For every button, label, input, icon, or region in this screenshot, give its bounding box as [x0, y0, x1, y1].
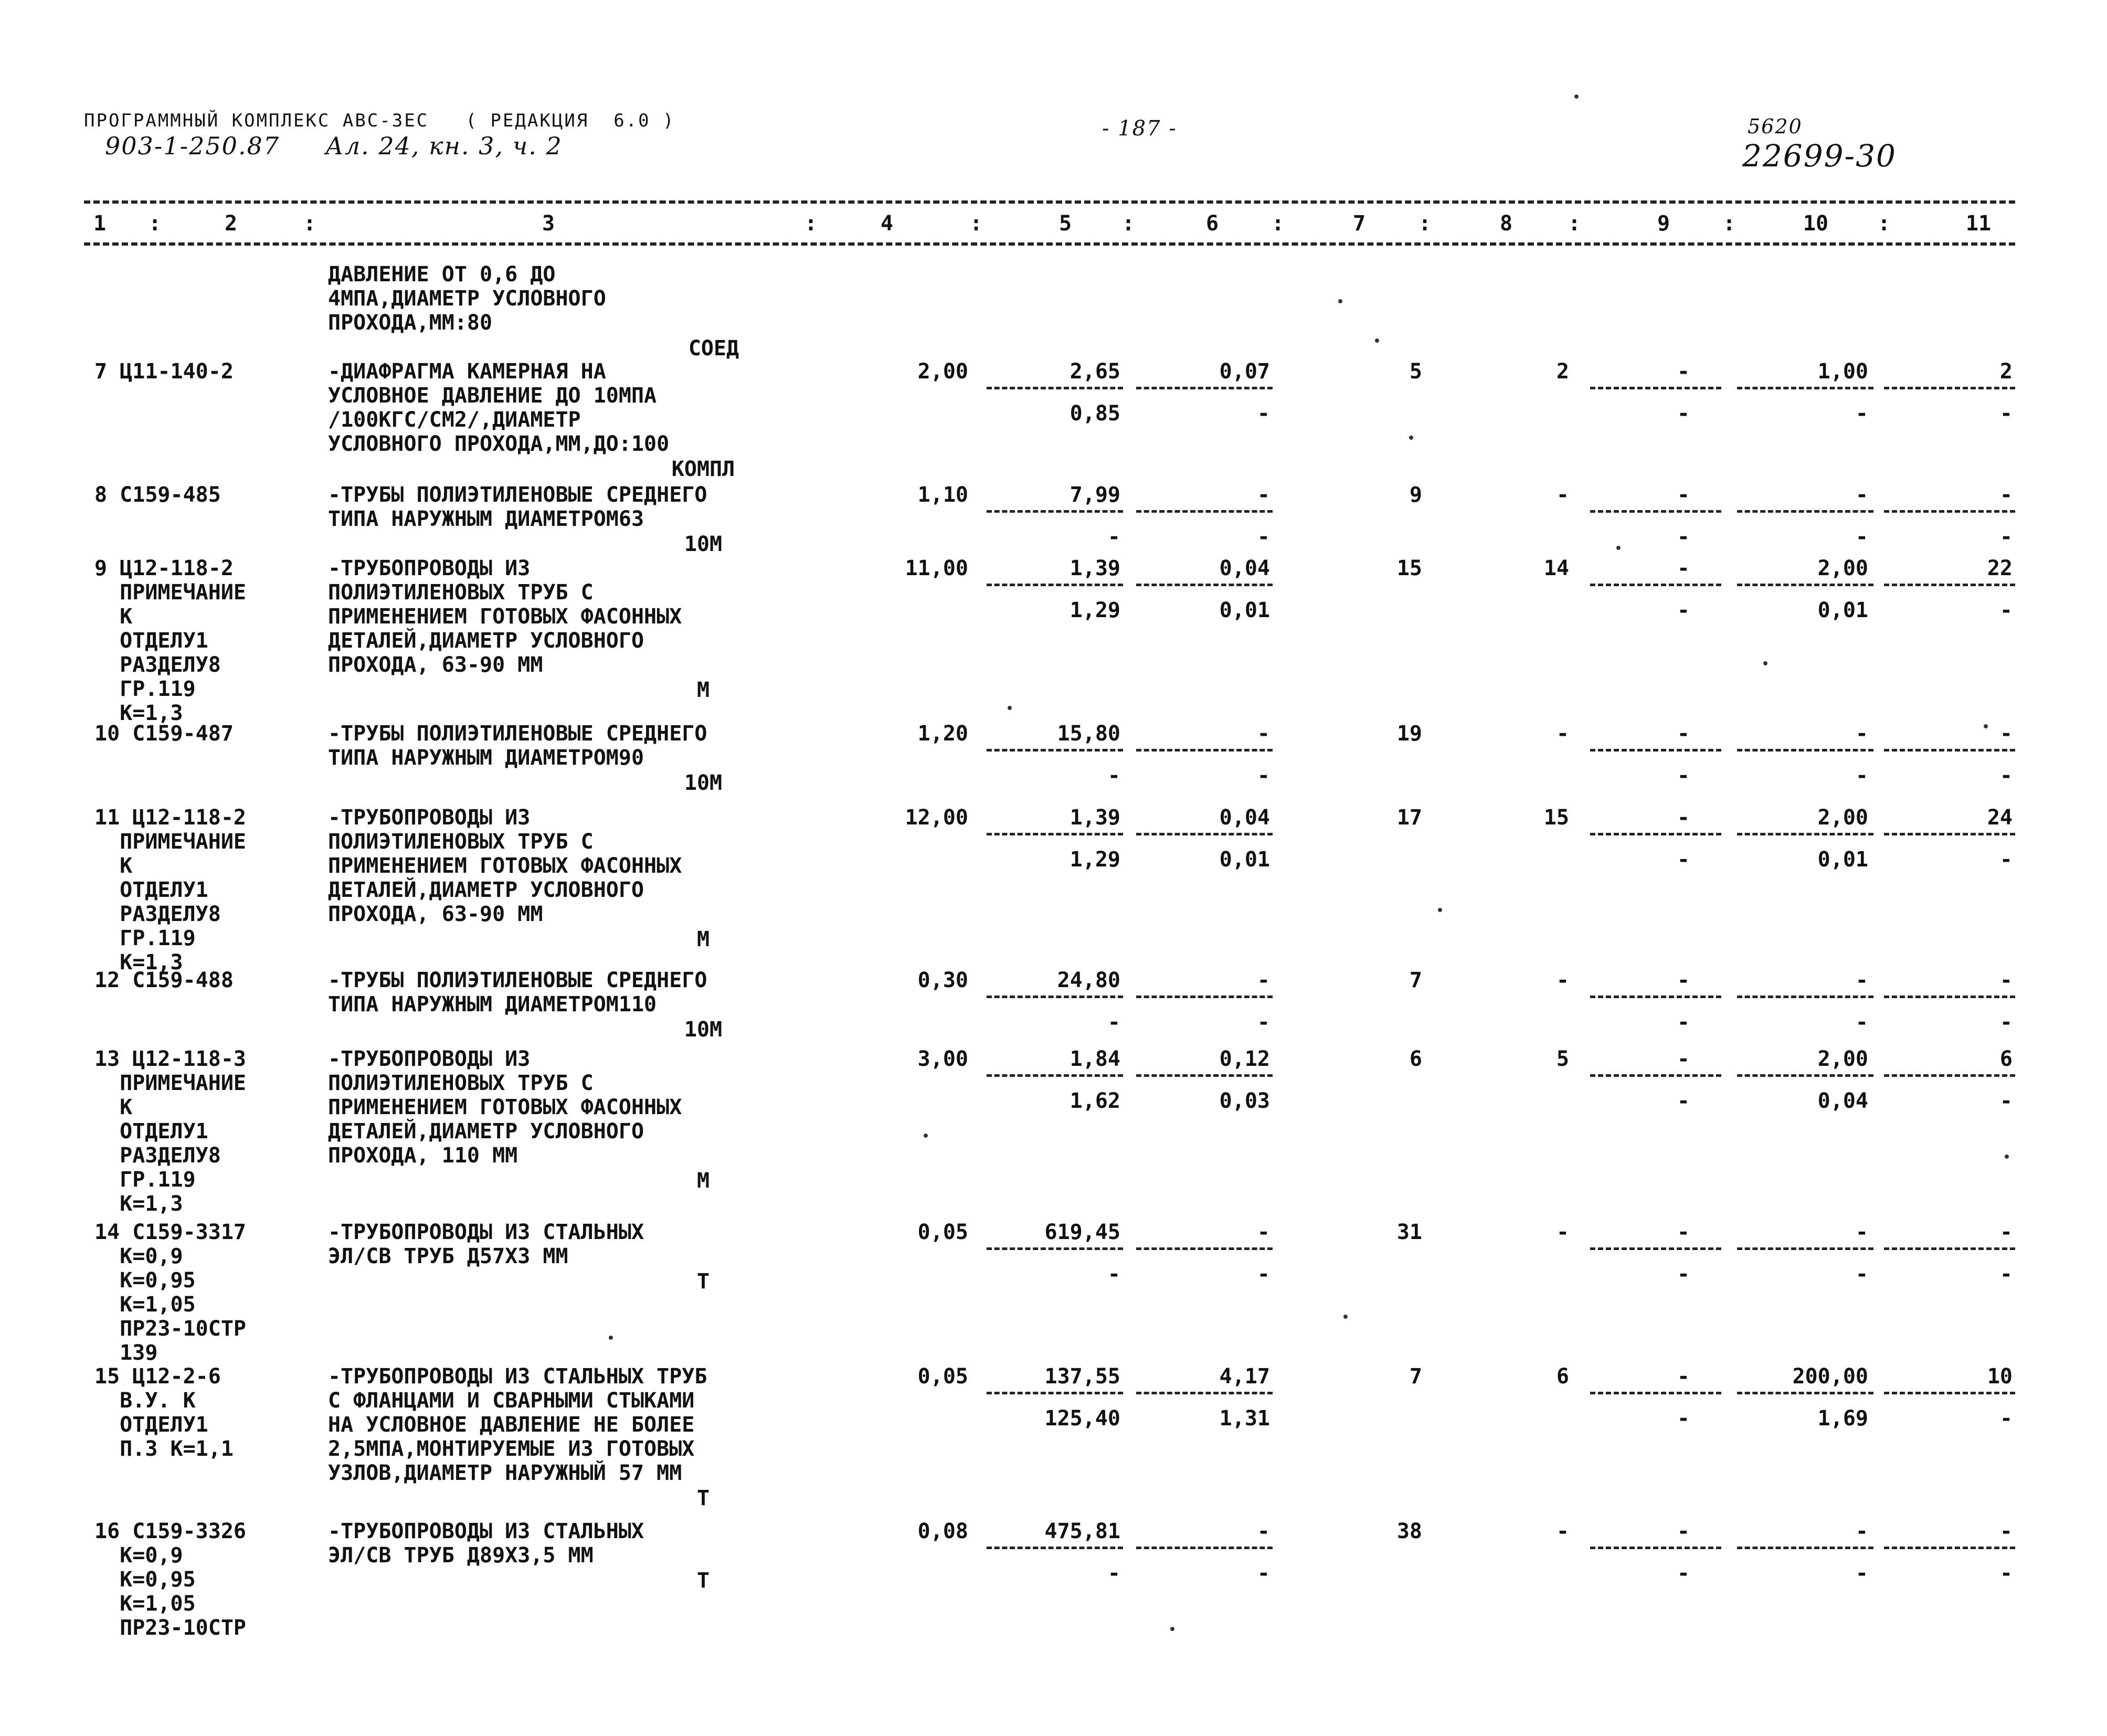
- sub-rule: [1884, 749, 2015, 751]
- col10-sub-value: -: [1855, 525, 1868, 549]
- unit-label: М: [696, 678, 710, 702]
- row-code: 15 Ц12-2-6 В.У. К ОТДЕЛУ1 П.3 К=1,1: [94, 1364, 234, 1461]
- sub-rule: [987, 833, 1123, 835]
- stamp-small-number: 5620: [1748, 115, 1803, 138]
- col10-value: -: [1855, 1519, 1868, 1543]
- col8-value: -: [1556, 483, 1569, 507]
- scan-speck: [1616, 546, 1621, 550]
- cost-machines: -: [1257, 1220, 1270, 1244]
- labor-value: 19: [1396, 722, 1422, 746]
- col11-value: -: [1999, 722, 2013, 746]
- column-number-6: 6: [1205, 211, 1219, 236]
- unit-label: КОМПЛ: [671, 457, 735, 481]
- cost-machine-wages: 1,31: [1219, 1406, 1270, 1431]
- col10-value: -: [1855, 968, 1868, 992]
- column-separator: :: [804, 211, 818, 236]
- col10-sub-value: -: [1855, 1262, 1868, 1286]
- cost-total: 137,55: [1044, 1364, 1120, 1389]
- sub-rule: [1590, 1247, 1721, 1250]
- cost-machines: -: [1257, 968, 1270, 992]
- stamp-document-number: 22699-30: [1742, 138, 1897, 174]
- col9-value: -: [1677, 722, 1690, 746]
- sub-rule: [1737, 1247, 1873, 1250]
- sub-rule: [1884, 1392, 2015, 1394]
- scan-speck: [1343, 1315, 1348, 1319]
- unit-label: 10М: [684, 771, 723, 795]
- cost-machine-wages: 0,01: [1219, 598, 1270, 622]
- quantity-value: 2,00: [917, 359, 968, 384]
- col11-sub-value: -: [1999, 525, 2013, 549]
- col10-sub-value: -: [1855, 1010, 1868, 1034]
- cost-wages: -: [1107, 764, 1120, 788]
- row-code: 14 С159-3317 К=0,9 К=0,95 К=1,05 ПР23-10СТР 139: [94, 1220, 246, 1365]
- cost-machine-wages: -: [1257, 525, 1270, 549]
- col8-value: 14: [1543, 556, 1569, 580]
- column-separator: :: [1722, 211, 1736, 236]
- sub-rule: [1590, 510, 1721, 513]
- unit-label: 10М: [684, 532, 723, 556]
- sub-rule: [1737, 584, 1873, 586]
- sub-rule: [1136, 387, 1273, 389]
- row-code: 12 С159-488: [94, 968, 234, 992]
- column-separator: :: [969, 211, 983, 236]
- col8-value: 15: [1543, 806, 1569, 830]
- sub-rule: [1737, 1392, 1873, 1394]
- cost-wages: -: [1107, 525, 1120, 549]
- row-description: -ТРУБЫ ПОЛИЭТИЛЕНОВЫЕ СРЕДНЕГО ТИПА НАРУЖНЫМ ДИАМЕТРОМ63: [328, 483, 707, 531]
- sub-rule: [1136, 833, 1273, 835]
- scan-speck: [1438, 908, 1442, 912]
- col10-value: 200,00: [1792, 1364, 1868, 1389]
- cost-total: 7,99: [1070, 483, 1120, 507]
- col9-value: -: [1677, 1519, 1690, 1543]
- sub-rule: [987, 1547, 1123, 1549]
- column-separator: :: [1568, 211, 1581, 236]
- labor-value: 38: [1396, 1519, 1422, 1543]
- quantity-value: 1,20: [917, 722, 968, 746]
- col10-sub-value: 1,69: [1817, 1406, 1868, 1431]
- cost-wages: 1,62: [1070, 1089, 1120, 1113]
- labor-value: 6: [1409, 1047, 1422, 1071]
- scan-speck: [1375, 338, 1379, 343]
- cost-total: 24,80: [1057, 968, 1120, 992]
- sub-rule: [1590, 1547, 1721, 1549]
- row-description: -ТРУБЫ ПОЛИЭТИЛЕНОВЫЕ СРЕДНЕГО ТИПА НАРУЖНЫМ ДИАМЕТРОМ90: [328, 722, 707, 770]
- col9-value: -: [1677, 556, 1690, 580]
- col11-value: 22: [1987, 556, 2013, 580]
- labor-value: 15: [1396, 556, 1422, 580]
- col9-sub-value: -: [1677, 598, 1690, 622]
- sub-rule: [1136, 749, 1273, 751]
- column-number-10: 10: [1803, 211, 1829, 236]
- quantity-value: 0,05: [917, 1220, 968, 1244]
- col9-sub-value: -: [1677, 401, 1690, 426]
- col11-value: 24: [1987, 806, 2013, 830]
- unit-label: М: [696, 927, 710, 951]
- labor-value: 7: [1409, 1364, 1422, 1389]
- col11-value: 2: [1999, 359, 2013, 384]
- column-separator: :: [1418, 211, 1432, 236]
- col10-sub-value: -: [1855, 1561, 1868, 1585]
- col9-sub-value: -: [1677, 764, 1690, 788]
- continued-description: ДАВЛЕНИЕ ОТ 0,6 ДО 4МПА,ДИАМЕТР УСЛОВНОГО ПРОХОДА,ММ:80: [328, 262, 606, 335]
- sub-rule: [1590, 1392, 1721, 1394]
- col8-value: -: [1556, 722, 1569, 746]
- sub-rule: [1884, 1247, 2015, 1250]
- col9-value: -: [1677, 1047, 1690, 1071]
- col11-sub-value: -: [1999, 598, 2013, 622]
- quantity-value: 0,08: [917, 1519, 968, 1543]
- col11-value: -: [1999, 483, 2013, 507]
- cost-wages: 1,29: [1070, 598, 1120, 622]
- sub-rule: [1737, 1074, 1873, 1077]
- col10-value: 2,00: [1817, 556, 1868, 580]
- scan-speck: [1984, 724, 1988, 728]
- cost-machine-wages: -: [1257, 1010, 1270, 1034]
- col11-value: -: [1999, 1220, 2013, 1244]
- cost-total: 2,65: [1070, 359, 1120, 384]
- col10-sub-value: -: [1855, 401, 1868, 426]
- col9-sub-value: -: [1677, 1406, 1690, 1431]
- col10-sub-value: -: [1855, 764, 1868, 788]
- unit-label: Т: [696, 1569, 710, 1593]
- quantity-value: 1,10: [917, 483, 968, 507]
- sub-rule: [1737, 996, 1873, 998]
- row-description: -ТРУБОПРОВОДЫ ИЗ СТАЛЬНЫХ ТРУБ С ФЛАНЦАМИ И СВАРНЫМИ СТЫКАМИ НА УСЛОВНОЕ ДАВЛЕНИЕ НЕ БОЛЕЕ 2,5МПА,МОНТИРУЕМЫЕ ИЗ ГОТОВЫХ УЗЛОВ,ДИАМЕТР НАРУЖНЫЙ 57 ММ: [328, 1364, 707, 1485]
- column-number-3: 3: [542, 211, 555, 236]
- column-separator: :: [1271, 211, 1285, 236]
- cost-machines: -: [1257, 722, 1270, 746]
- unit-label: СОЕД: [688, 336, 739, 361]
- col8-value: -: [1556, 1519, 1569, 1543]
- row-description: -ТРУБОПРОВОДЫ ИЗ СТАЛЬНЫХ ЭЛ/СВ ТРУБ Д89Х3,5 ММ: [328, 1519, 644, 1568]
- unit-label: Т: [696, 1486, 710, 1510]
- cost-machine-wages: 0,01: [1219, 848, 1270, 872]
- col9-sub-value: -: [1677, 1089, 1690, 1113]
- column-number-8: 8: [1499, 211, 1513, 236]
- col10-value: 2,00: [1817, 1047, 1868, 1071]
- row-description: -ДИАФРАГМА КАМЕРНАЯ НА УСЛОВНОЕ ДАВЛЕНИЕ ДО 10МПА /100КГС/СМ2/,ДИАМЕТР УСЛОВНОГО ПРОХОДА,ММ,ДО:100: [328, 359, 670, 456]
- cost-wages: 125,40: [1044, 1406, 1120, 1431]
- column-number-1: 1: [93, 211, 107, 236]
- col11-sub-value: -: [1999, 1010, 2013, 1034]
- row-description: -ТРУБОПРОВОДЫ ИЗ ПОЛИЭТИЛЕНОВЫХ ТРУБ С ПРИМЕНЕНИЕМ ГОТОВЫХ ФАСОННЫХ ДЕТАЛЕЙ,ДИАМЕТР УСЛОВНОГО ПРОХОДА, 110 ММ: [328, 1047, 682, 1168]
- cost-wages: -: [1107, 1561, 1120, 1585]
- column-number-5: 5: [1058, 211, 1072, 236]
- column-number-2: 2: [224, 211, 238, 236]
- sub-rule: [1737, 510, 1873, 513]
- labor-value: 7: [1409, 968, 1422, 992]
- cost-machines: 4,17: [1219, 1364, 1270, 1389]
- col11-sub-value: -: [1999, 1262, 2013, 1286]
- row-description: -ТРУБОПРОВОДЫ ИЗ ПОЛИЭТИЛЕНОВЫХ ТРУБ С ПРИМЕНЕНИЕМ ГОТОВЫХ ФАСОННЫХ ДЕТАЛЕЙ,ДИАМЕТР УСЛОВНОГО ПРОХОДА, 63-90 ММ: [328, 556, 682, 677]
- sub-rule: [987, 1074, 1123, 1077]
- sub-rule: [1136, 1074, 1273, 1077]
- col11-value: 10: [1987, 1364, 2013, 1389]
- sub-rule: [1737, 387, 1873, 389]
- cost-wages: -: [1107, 1010, 1120, 1034]
- program-title: ПРОГРАММНЫЙ КОМПЛЕКС АВС-3ЕС ( РЕДАКЦИЯ 6.0 ): [84, 110, 675, 131]
- col9-value: -: [1677, 806, 1690, 830]
- cost-machine-wages: -: [1257, 764, 1270, 788]
- col8-value: 6: [1556, 1364, 1569, 1389]
- cost-machines: 0,04: [1219, 806, 1270, 830]
- project-code: 903-1-250.87: [105, 132, 280, 160]
- scan-speck: [609, 1336, 613, 1340]
- sub-rule: [1884, 387, 2015, 389]
- quantity-value: 3,00: [917, 1047, 968, 1071]
- col11-sub-value: -: [1999, 1561, 2013, 1585]
- cost-wages: 0,85: [1070, 401, 1120, 426]
- col8-value: 2: [1556, 359, 1569, 384]
- quantity-value: 0,30: [917, 968, 968, 992]
- cost-total: 1,84: [1070, 1047, 1120, 1071]
- col10-sub-value: 0,01: [1817, 598, 1868, 622]
- unit-label: Т: [696, 1269, 710, 1294]
- sub-rule: [1590, 833, 1721, 835]
- quantity-value: 0,05: [917, 1364, 968, 1389]
- col10-value: 2,00: [1817, 806, 1868, 830]
- header-top-rule: [84, 200, 2015, 204]
- header-bottom-rule: [84, 242, 2015, 246]
- row-description: -ТРУБОПРОВОДЫ ИЗ ПОЛИЭТИЛЕНОВЫХ ТРУБ С ПРИМЕНЕНИЕМ ГОТОВЫХ ФАСОННЫХ ДЕТАЛЕЙ,ДИАМЕТР УСЛОВНОГО ПРОХОДА, 63-90 ММ: [328, 806, 682, 926]
- sub-rule: [1737, 833, 1873, 835]
- row-code: 10 С159-487: [94, 722, 234, 746]
- col9-value: -: [1677, 968, 1690, 992]
- sub-rule: [1136, 996, 1273, 998]
- sub-rule: [1136, 510, 1273, 513]
- cost-total: 619,45: [1044, 1220, 1120, 1244]
- cost-machine-wages: -: [1257, 1262, 1270, 1286]
- col9-value: -: [1677, 483, 1690, 507]
- cost-machines: -: [1257, 483, 1270, 507]
- labor-value: 17: [1396, 806, 1422, 830]
- col11-value: 6: [1999, 1047, 2013, 1071]
- sub-rule: [1590, 996, 1721, 998]
- scan-speck: [1008, 706, 1012, 710]
- scan-speck: [2005, 1155, 2009, 1159]
- labor-value: 5: [1409, 359, 1422, 384]
- col11-value: -: [1999, 968, 2013, 992]
- cost-wages: 1,29: [1070, 848, 1120, 872]
- sub-rule: [1590, 1074, 1721, 1077]
- quantity-value: 11,00: [905, 556, 968, 580]
- sub-rule: [1737, 749, 1873, 751]
- sub-rule: [987, 996, 1123, 998]
- unit-label: 10М: [684, 1018, 723, 1042]
- sub-rule: [1884, 584, 2015, 586]
- col11-sub-value: -: [1999, 1406, 2013, 1431]
- column-separator: :: [1121, 211, 1135, 236]
- cost-total: 475,81: [1044, 1519, 1120, 1543]
- col8-value: 5: [1556, 1047, 1569, 1071]
- album-reference: Ал. 24, кн. 3, ч. 2: [325, 132, 563, 160]
- sub-rule: [1884, 510, 2015, 513]
- scan-speck: [1338, 299, 1342, 303]
- row-code: 9 Ц12-118-2 ПРИМЕЧАНИЕ К ОТДЕЛУ1 РАЗДЕЛУ8 ГР.119 К=1,3: [94, 556, 246, 725]
- sub-rule: [987, 584, 1123, 586]
- col10-value: -: [1855, 722, 1868, 746]
- cost-machine-wages: -: [1257, 401, 1270, 426]
- col9-value: -: [1677, 1220, 1690, 1244]
- cost-total: 1,39: [1070, 556, 1120, 580]
- row-description: -ТРУБЫ ПОЛИЭТИЛЕНОВЫЕ СРЕДНЕГО ТИПА НАРУЖНЫМ ДИАМЕТРОМ110: [328, 968, 707, 1017]
- sub-rule: [1884, 996, 2015, 998]
- col8-value: -: [1556, 1220, 1569, 1244]
- sub-rule: [1136, 584, 1273, 586]
- sub-rule: [987, 387, 1123, 389]
- col11-sub-value: -: [1999, 848, 2013, 872]
- col10-value: -: [1855, 483, 1868, 507]
- col9-sub-value: -: [1677, 848, 1690, 872]
- quantity-value: 12,00: [905, 806, 968, 830]
- row-code: 13 Ц12-118-3 ПРИМЕЧАНИЕ К ОТДЕЛУ1 РАЗДЕЛУ8 ГР.119 К=1,3: [94, 1047, 246, 1216]
- unit-label: М: [696, 1169, 710, 1193]
- column-number-4: 4: [880, 211, 894, 236]
- cost-machine-wages: -: [1257, 1561, 1270, 1585]
- sub-rule: [1737, 1547, 1873, 1549]
- col11-sub-value: -: [1999, 764, 2013, 788]
- sub-rule: [1884, 833, 2015, 835]
- sub-rule: [1136, 1392, 1273, 1394]
- row-code: 16 С159-3326 К=0,9 К=0,95 К=1,05 ПР23-10СТР: [94, 1519, 246, 1640]
- cost-wages: -: [1107, 1262, 1120, 1286]
- row-code: 8 С159-485: [94, 483, 221, 507]
- scan-speck: [1574, 94, 1579, 99]
- col9-value: -: [1677, 1364, 1690, 1389]
- column-separator: :: [303, 211, 316, 236]
- column-separator: :: [1877, 211, 1891, 236]
- col10-value: -: [1855, 1220, 1868, 1244]
- col11-sub-value: -: [1999, 1089, 2013, 1113]
- cost-machines: 0,07: [1219, 359, 1270, 384]
- row-code: 11 Ц12-118-2 ПРИМЕЧАНИЕ К ОТДЕЛУ1 РАЗДЕЛУ8 ГР.119 К=1,3: [94, 806, 246, 975]
- col9-sub-value: -: [1677, 1010, 1690, 1034]
- scan-speck: [924, 1134, 928, 1138]
- sub-rule: [1136, 1247, 1273, 1250]
- col10-value: 1,00: [1817, 359, 1868, 384]
- sub-rule: [1884, 1547, 2015, 1549]
- sub-rule: [1136, 1547, 1273, 1549]
- labor-value: 31: [1396, 1220, 1422, 1244]
- sub-rule: [1884, 1074, 2015, 1077]
- sub-rule: [987, 749, 1123, 751]
- sub-rule: [987, 1392, 1123, 1394]
- scan-speck: [1170, 1627, 1174, 1631]
- sub-rule: [987, 1247, 1123, 1250]
- column-number-7: 7: [1352, 211, 1366, 236]
- col10-sub-value: 0,01: [1817, 848, 1868, 872]
- col10-sub-value: 0,04: [1817, 1089, 1868, 1113]
- page-number: - 187 -: [1102, 117, 1177, 141]
- cost-machines: -: [1257, 1519, 1270, 1543]
- col9-sub-value: -: [1677, 525, 1690, 549]
- cost-machines: 0,12: [1219, 1047, 1270, 1071]
- row-code: 7 Ц11-140-2: [94, 359, 234, 384]
- cost-machines: 0,04: [1219, 556, 1270, 580]
- labor-value: 9: [1409, 483, 1422, 507]
- column-number-11: 11: [1965, 211, 1992, 236]
- column-number-9: 9: [1657, 211, 1670, 236]
- col11-sub-value: -: [1999, 401, 2013, 426]
- sub-rule: [987, 510, 1123, 513]
- col9-sub-value: -: [1677, 1262, 1690, 1286]
- col9-value: -: [1677, 359, 1690, 384]
- cost-machine-wages: 0,03: [1219, 1089, 1270, 1113]
- sub-rule: [1590, 749, 1721, 751]
- row-description: -ТРУБОПРОВОДЫ ИЗ СТАЛЬНЫХ ЭЛ/СВ ТРУБ Д57Х3 ММ: [328, 1220, 644, 1268]
- scan-speck: [1763, 661, 1767, 665]
- sub-rule: [1590, 584, 1721, 586]
- col11-value: -: [1999, 1519, 2013, 1543]
- cost-total: 1,39: [1070, 806, 1120, 830]
- scan-speck: [1409, 436, 1413, 440]
- col9-sub-value: -: [1677, 1561, 1690, 1585]
- cost-total: 15,80: [1057, 722, 1120, 746]
- column-separator: :: [148, 211, 162, 236]
- sub-rule: [1590, 387, 1721, 389]
- col8-value: -: [1556, 968, 1569, 992]
